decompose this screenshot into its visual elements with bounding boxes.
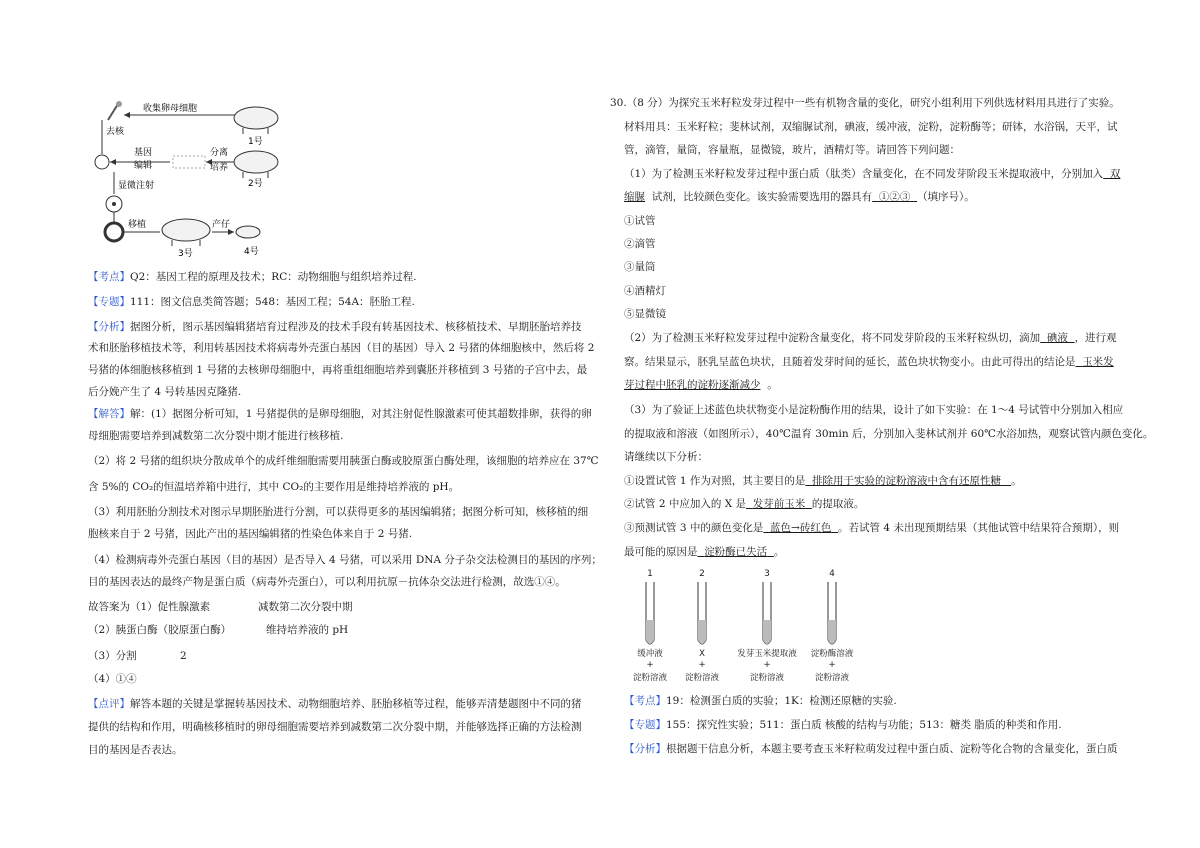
sub2-blank: 发芽前玉米 [752,498,806,510]
zhuanti-line [88,295,415,309]
kaodian-line [88,270,417,284]
tube-4-liquid [828,620,836,644]
sub2-line [624,497,864,511]
right-column [600,0,1200,848]
question-line-2: 材料用具：玉米籽粒；斐林试剂，双缩脲试剂，碘液，缓冲液，淀粉，淀粉酶等；研钵，水浴锅，天平，试 [624,121,1118,133]
label-pig-1: 1号 [248,137,263,147]
sub1-text-a: ①设置试管 1 作为对照，其主要目的是 [624,475,806,487]
tube-3-label-top: 发芽玉米提取液 [737,649,797,659]
label-birth: 产仔 [212,220,231,230]
tube-2-liquid [698,620,706,644]
sub3-blank-2: 淀粉酶已失活 [704,546,768,558]
fenxi-line-3: 号猪的体细胞核移植到 1 号猪的去核卵母细胞中，再将重组细胞培养到囊胚并移植到 3 号猪的子宫中去，最 [88,364,588,376]
label-gene-edit-2: 编辑 [134,161,153,171]
pig-1-icon [234,107,278,134]
answer-3a: （3）分割 [88,650,137,662]
jieda-line-2: 母细胞需要培养到减数第二次分裂中期才能进行核移植. [88,430,344,442]
jieda-tag: 【解答】 [88,408,130,420]
pig-cloning-diagram [88,96,288,261]
answer-3b: 2 [180,650,187,662]
option-3: ③量筒 [624,261,656,273]
label-enucleate: 去核 [106,127,125,137]
kaodian-text: Q2：基因工程的原理及技术；RC：动物细胞与组织培养过程. [130,271,417,283]
jieda-line-5: （3）利用胚胎分割技术对图示早期胚胎进行分割，可以获得更多的基因编辑猪；据图分析可知，核移植的细 [88,506,589,518]
fenxi-tag: 【分析】 [88,321,130,333]
r-kaodian-line [624,694,897,708]
part1-blank-1b: 缩脲 [624,191,645,203]
blastocyst-icon [105,223,123,241]
fenxi-line-4: 后分娩产生了 4 号转基因克隆猪. [88,386,242,398]
part1-line-1 [624,167,1120,181]
egg-cell-icon [95,155,109,169]
part3-line-1: （3）为了验证上述蓝色块状物变小是淀粉酶作用的结果，设计了如下实验：在 1～4 号试管中分别加入相应 [624,404,1124,416]
dianping-line-1 [88,697,582,711]
tube-2-label-top: X [699,649,705,659]
kaodian-tag: 【考点】 [88,271,130,283]
part2-text-d: 。 [767,379,778,391]
part2-line-1 [624,331,1117,345]
r-kaodian-tag: 【考点】 [624,695,666,707]
option-2: ②滴管 [624,238,656,250]
question-line-1: 30.（8 分）为探究玉米籽粒发芽过程中一些有机物含量的变化，研究小组利用下列供选材料用具进行了实验。 [610,97,1120,109]
tube-1-label-plus: + [646,660,654,670]
tube-4-label-bottom: 淀粉溶液 [814,673,850,683]
sub2-text-b: 的提取液。 [811,498,865,510]
part2-blank-2b: 芽过程中胚乳的淀粉逐渐减少 [624,379,761,391]
sub3-text-d: 。 [773,546,785,558]
r-kaodian-text: 19：检测蛋白质的实验；1K：检测还原糖的实验. [666,695,897,707]
tube-1-label-top: 缓冲液 [637,649,663,659]
part3-line-2: 的提取液和溶液（如图所示），40℃温育 30min 后，分别加入斐林试剂并 60℃水浴加热，观察试管内颜色变化。 [624,428,1154,440]
jieda-line-7: （4）检测病毒外壳蛋白基因（目的基因）是否导入 4 号猪，可以采用 DNA 分子杂交法检测目的基因的序列； [88,554,602,566]
part2-line-3 [624,378,778,392]
test-tubes-figure [622,568,882,686]
jieda-line-4: 含 5%的 CO₂的恒温培养箱中进行，其中 CO₂的主要作用是维持培养液的 pH。 [88,481,460,493]
jieda-line-6: 胞核来自于 2 号猪，因此产出的基因编辑猪的性染色体来自于 2 号猪. [88,528,413,540]
tube-3-number: 3 [764,569,770,579]
pig-4-icon [236,226,260,238]
jieda-line-3: （2）将 2 号猪的组织块分散成单个的成纤维细胞需要用胰蛋白酶或胶原蛋白酶处理，该细胞的培养应在 37℃ [88,455,599,467]
part2-blank-2a: 玉米发 [1082,356,1114,368]
part1-line-2 [624,190,975,204]
option-5: ⑤显微镜 [624,308,666,320]
fenxi-line-1 [88,320,582,334]
part1-blank-1a: 双 [1109,168,1121,180]
part1-text-c: （填序号）。 [917,191,975,203]
part2-text-c: 察。结果显示，胚乳呈蓝色块状，且随着发芽时间的延长，蓝色块状物变小。由此可得出的结论是 [624,356,1076,368]
label-pig-4: 4号 [244,247,259,257]
tube-1-liquid [646,620,654,644]
answer-2a: （2）胰蛋白酶（胶原蛋白酶） [88,624,232,636]
answer-2b: 维持培养液的 pH [266,624,349,636]
label-pig-2: 2号 [248,179,263,189]
tube-2-label-bottom: 淀粉溶液 [684,673,720,683]
zhuanti-tag: 【专题】 [88,296,130,308]
jieda-line-8: 目的基因表达的最终产物是蛋白质（病毒外壳蛋白），可以利用抗原－抗体杂交法进行检测，故选①④。 [88,576,566,588]
jieda-text-1: 解：(1）据图分析可知，1 号猪提供的是卵母细胞，对其注射促性腺激素可使其超数排卵，获得的卵 [130,408,592,420]
cultured-cells-icon [173,156,205,168]
sub3-line-1 [624,521,1119,535]
sub3-blank-1: 蓝色→砖红色 [770,522,832,534]
part2-text-b: ，进行观 [1074,332,1117,344]
zhuanti-text: 111：图文信息类简答题；548：基因工程；54A：胚胎工程. [130,296,415,308]
tube-1-number: 1 [647,569,653,579]
sub1-blank: 排除用于实验的淀粉溶液中含有还原性糖 [812,475,1002,487]
sub3-text-b: 。若试管 4 未出现预期结果（其他试管中结果符合预期），则 [838,522,1120,534]
answer-4: （4）①④ [88,673,137,685]
part1-blank-2: ①②③ [878,191,911,203]
label-isolate-1: 分离 [210,148,229,158]
option-4: ④酒精灯 [624,285,666,297]
label-microinject: 显微注射 [118,181,155,191]
sub3-text-a: ③预测试管 3 中的颜色变化是 [624,522,764,534]
label-transplant: 移植 [128,220,147,230]
r-zhuanti-tag: 【专题】 [624,719,666,731]
r-zhuanti-text: 155：探究性实验；511：蛋白质 核酸的结构与功能；513：糖类 脂质的种类和作用. [666,719,1062,731]
part2-line-2 [624,355,1114,369]
question-line-3: 管，滴管，量筒，容量瓶，显微镜，玻片，酒精灯等。请回答下列问题： [624,144,960,156]
jieda-line-1 [88,407,592,421]
label-gene-edit-1: 基因 [134,148,153,158]
dianping-line-2: 提供的结构和作用，明确核移植时的卵母细胞需要培养到减数第二次分裂中期，并能够选择正确的方法检测 [88,721,582,733]
tube-2-number: 2 [699,569,705,579]
pig-3-icon [162,219,210,246]
pig-2-icon [234,151,278,178]
part1-text-b: 试剂，比较颜色变化。该实验需要选用的器具有 [651,191,873,203]
part2-blank-1: 碘液 [1046,332,1068,344]
tube-3-label-plus: + [763,660,771,670]
dianping-text-1: 解答本题的关键是掌握转基因技术、动物细胞培养、胚胎移植等过程，能够弄清楚题图中不同的猪 [130,698,582,710]
dianping-tag: 【点评】 [88,698,130,710]
tube-1-label-bottom: 淀粉溶液 [632,673,668,683]
tube-4-label-top: 淀粉酶溶液 [810,649,854,659]
dianping-line-3: 目的基因是否表达。 [88,744,183,756]
sub3-line-2 [624,545,784,559]
fenxi-text-1: 据图分析，图示基因编辑猪培育过程涉及的技术手段有转基因技术、核移植技术、早期胚胎培养技 [130,321,582,333]
label-collect: 收集卵母细胞 [143,104,198,114]
sub1-text-b: 。 [1011,475,1022,487]
r-fenxi-text: 根据题干信息分析，本题主要考查玉米籽粒萌发过程中蛋白质、淀粉等化合物的含量变化，蛋白质 [666,743,1118,755]
tube-2-label-plus: + [698,660,706,670]
sub1-line [624,474,1022,488]
r-fenxi-tag: 【分析】 [624,743,666,755]
answer-1b: 减数第二次分裂中期 [258,601,353,613]
tube-3-liquid [763,620,771,644]
r-fenxi-line [624,742,1118,756]
part1-text-a: （1）为了检测玉米籽粒发芽过程中蛋白质（肽类）含量变化，在不同发芽阶段玉米提取液中，分别加入 [624,168,1104,180]
sub3-text-c: 最可能的原因是 [624,546,698,558]
tube-4-label-plus: + [828,660,836,670]
sub2-text-a: ②试管 2 中应加入的 X 是 [624,498,747,510]
label-isolate-2: 培养 [210,163,229,173]
fenxi-line-2: 术和胚胎移植技术等，利用转基因技术将病毒外壳蛋白基因（目的基因）导入 2 号猪的体细胞核中，然后将 2 [88,342,595,354]
label-pig-3: 3号 [178,249,193,259]
tube-4-number: 4 [829,569,835,579]
part3-line-3: 请继续以下分析： [624,451,708,463]
tube-3-label-bottom: 淀粉溶液 [749,673,785,683]
option-1: ①试管 [624,215,656,227]
answer-intro: 故答案为（1）促性腺激素 [88,601,211,613]
part2-text-a: （2）为了检测玉米籽粒发芽过程中淀粉含量变化，将不同发芽阶段的玉米籽粒纵切，滴加 [624,332,1041,344]
r-zhuanti-line [624,718,1062,732]
